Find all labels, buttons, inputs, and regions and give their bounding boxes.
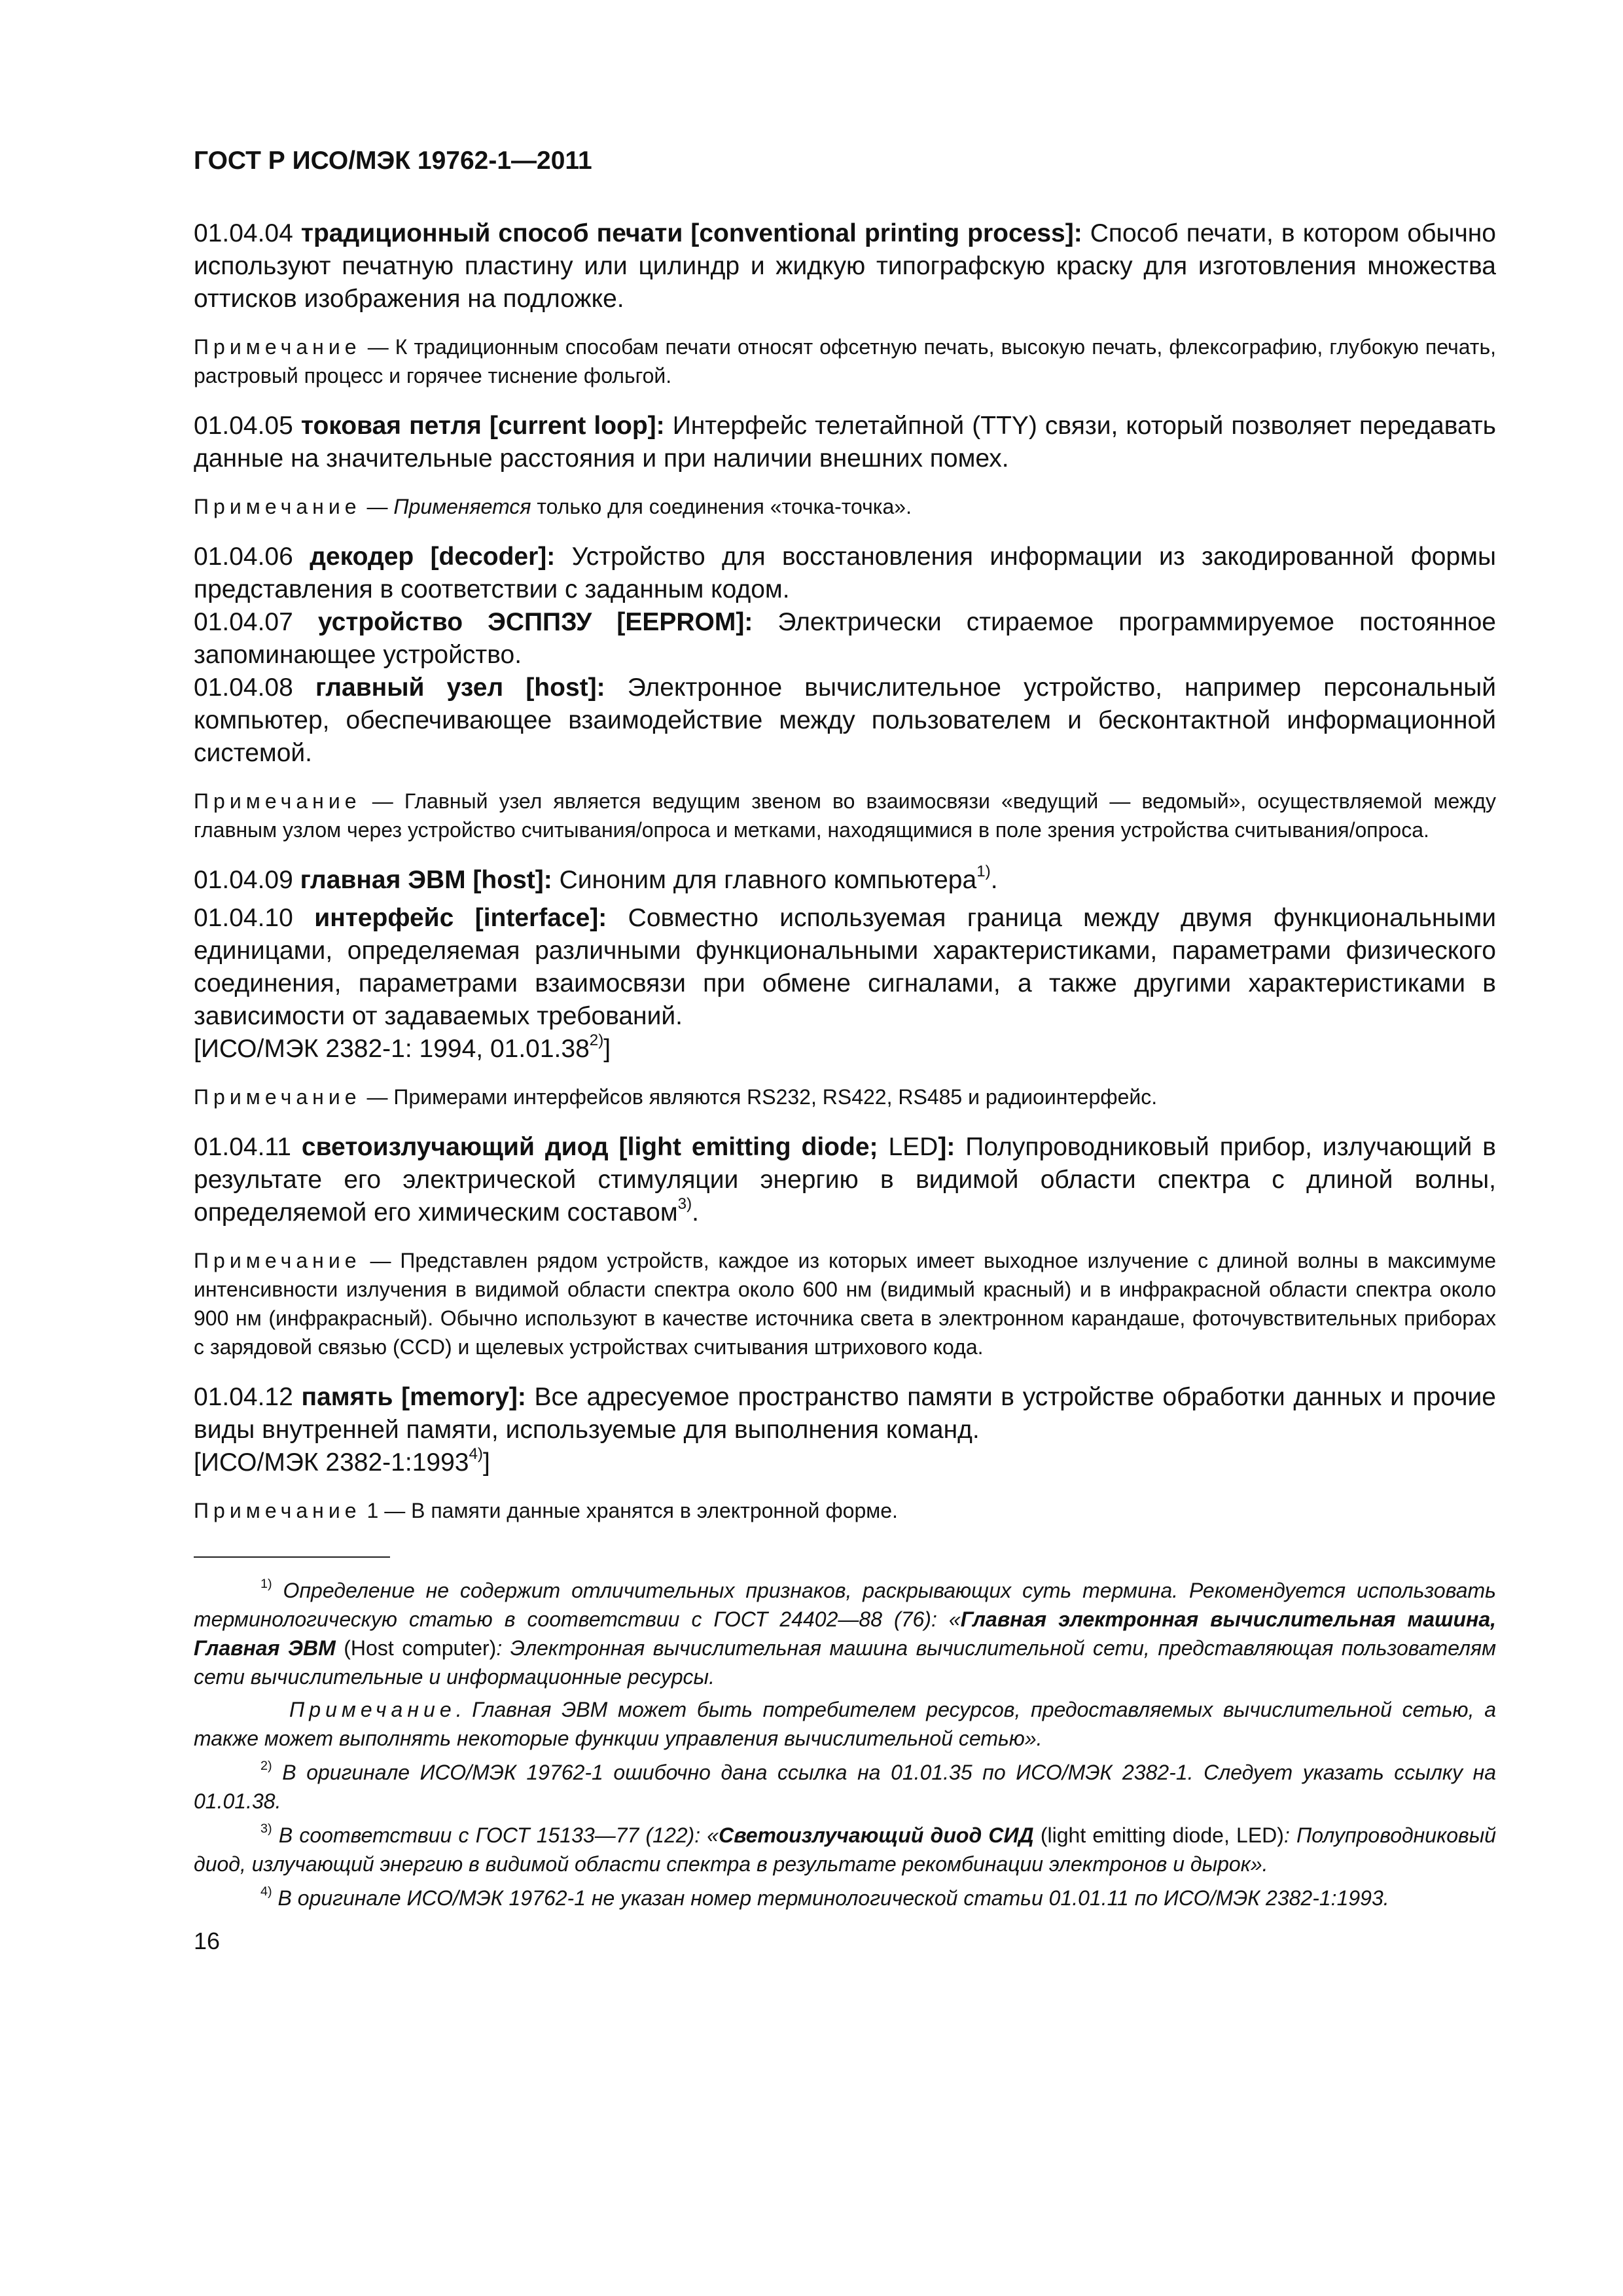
reference-tail: ] [482, 1448, 490, 1477]
reference-text: [ИСО/МЭК 2382-1:1993 [194, 1448, 469, 1477]
entry-term: главный узел [host]: [315, 673, 605, 702]
page-number: 16 [194, 1928, 221, 1954]
note-text: 1 — В памяти данные хранятся в электронной форме. [366, 1499, 898, 1522]
entry-note [194, 1083, 1496, 1111]
footnote-text: Определение не содержит отличительных признаков, раскрывающих суть термина. Рекомендуется использовать терминологическую статью в соответствии с ГОСТ 24402—88 (76): « [194, 1579, 1496, 1631]
entry-01-04-07 [194, 606, 1496, 672]
entry-definition: Способ печати, в котором обычно используют печатную пластину или цилиндр и жидкую типографскую краску для изготовления множества оттисков изображения на подложке. [194, 219, 1497, 313]
footnote-english-term: (Host computer) [335, 1636, 497, 1660]
footnote-english-term: (light emitting diode, LED) [1033, 1823, 1284, 1847]
footnote-ref[interactable]: 3) [677, 1194, 692, 1213]
note-label: Примечание [194, 335, 361, 359]
note-text: только для соединения «точка-точка». [531, 495, 912, 518]
note-label: Примечание [194, 495, 361, 518]
footnote-text-cont: : Полупроводниковый диод, излучающий энергию в видимой области спектра в результате рекомбинации электронов и дырок». [194, 1823, 1497, 1876]
footnote-mark: 4) [260, 1884, 272, 1899]
footnote-ref[interactable]: 2) [589, 1031, 604, 1049]
entry-number: 01.04.05 [194, 412, 293, 440]
footnote-text: В оригинале ИСО/МЭК 19762-1 ошибочно дана ссылка на 01.01.35 по ИСО/МЭК 2382-1. Следует указать ссылку на 01.01.38. [194, 1761, 1497, 1813]
entry-reference [194, 1033, 1496, 1066]
note-label: Примечание [194, 1085, 361, 1109]
entry-tail: . [990, 866, 998, 894]
footnote-bold-term: Главная электронная вычислительная машина, Главная ЭВМ [194, 1607, 1496, 1660]
entry-number: 01.04.08 [194, 673, 293, 702]
entry-01-04-04 [194, 217, 1496, 315]
note-text: — К традиционным способам печати относят офсетную печать, высокую печать, флексографию, глубокую печать, растровый процесс и горячее тиснение фольгой. [194, 335, 1497, 387]
note-label: Примечание [194, 1499, 361, 1522]
entry-tail: . [692, 1198, 700, 1227]
entry-01-04-05 [194, 410, 1496, 475]
entry-number: 01.04.06 [194, 543, 293, 571]
entry-number: 01.04.04 [194, 219, 293, 247]
footnote-1 [194, 1576, 1496, 1691]
note-text: — Примерами интерфейсов являются RS232, RS422, RS485 и радиоинтерфейс. [366, 1085, 1158, 1109]
entry-number: 01.04.11 [194, 1133, 291, 1161]
entry-term: декодер [decoder]: [310, 543, 556, 571]
footnote-1-note [194, 1695, 1496, 1753]
footnote-3 [194, 1821, 1496, 1878]
document-header: ГОСТ Р ИСО/МЭК 19762-1—2011 [194, 147, 592, 175]
footnote-mark: 1) [260, 1577, 272, 1592]
entry-term: традиционный способ печати [conventional printing process]: [300, 219, 1082, 247]
entry-definition: Совместно используемая граница между двумя функциональными единицами, определяемая различными функциональными характеристиками, параметрами физического соединения, параметрами взаимосвязи при обмене сигналами, а также другими характеристиками в зависимости от задаваемых требований. [194, 904, 1497, 1030]
entry-term: интерфейс [interface]: [314, 904, 607, 932]
footnote-bold-term: Светоизлучающий диод СИД [719, 1823, 1034, 1847]
note-text: — Главный узел является ведущим звеном во взаимосвязи «ведущий — ведомый», осуществляемой между главным узлом через устройство считывания/опроса и метками, находящимися в поле зрения устройства считывания/опроса. [194, 789, 1497, 842]
entry-01-04-11 [194, 1131, 1496, 1229]
entry-definition: Все адресуемое пространство памяти в устройстве обработки данных и прочие виды внутренней памяти, используемые для выполнения команд. [194, 1383, 1496, 1444]
entry-01-04-09 [194, 864, 1496, 897]
entry-definition: Электрически стираемое программируемое постоянное запоминающее устройство. [194, 608, 1496, 669]
entry-note [194, 492, 1496, 521]
footnote-text: В соответствии с ГОСТ 15133—77 (122): « [278, 1823, 719, 1847]
entry-definition: Полупроводниковый прибор, излучающий в результате его электрической стимуляции энергию в видимой области спектра с длиной волны, определяемой его химическим составом [194, 1133, 1496, 1227]
entry-term: память [memory]: [301, 1383, 526, 1411]
footnote-text-cont: : Электронная вычислительная машина вычислительной сети, представляющая пользователям сети вычислительные и информационные ресурсы. [194, 1636, 1497, 1689]
note-dash: — [361, 495, 394, 518]
entry-number: 01.04.12 [194, 1383, 293, 1411]
entry-term: светоизлучающий диод [light emitting diode; [301, 1133, 878, 1161]
reference-text: [ИСО/МЭК 2382-1: 1994, 01.01.38 [194, 1035, 590, 1063]
footnote-mark: 3) [260, 1821, 272, 1837]
reference-tail: ] [603, 1035, 611, 1063]
footnote-separator [194, 1556, 390, 1558]
entry-01-04-10 [194, 902, 1496, 1033]
entry-01-04-12 [194, 1381, 1496, 1446]
footnote-mark: 2) [260, 1759, 272, 1774]
footnote-ref[interactable]: 4) [469, 1444, 483, 1463]
entry-note [194, 1246, 1496, 1361]
note-text: — Представлен рядом устройств, каждое из которых имеет выходное излучение с длиной волны в максимуме интенсивности излучения в видимой области спектра около 600 нм (видимый красный) и в инфракрасной области спектра около 900 нм (инфракрасный). Обычно используют в качестве источника света в электронном карандаше, фоточувствительных приборах с зарядовой связью (CCD) и щелевых устройствах считывания штрихового кода. [194, 1249, 1497, 1359]
footnote-ref[interactable]: 1) [976, 862, 991, 880]
entry-note [194, 332, 1496, 390]
document-page [194, 145, 1496, 1956]
entry-definition: Электронное вычислительное устройство, например персональный компьютер, обеспечивающее взаимодействие между пользователем и бесконтактной информационной системой. [194, 673, 1496, 767]
entry-term: устройство ЭСППЗУ [EEPROM]: [317, 608, 753, 636]
entry-term-abbr: LED [888, 1133, 938, 1161]
entry-number: 01.04.07 [194, 608, 293, 636]
entry-term: главная ЭВМ [host]: [300, 866, 552, 894]
entry-definition: Синоним для главного компьютера [559, 866, 977, 894]
note-label: Примечание [194, 1249, 361, 1272]
entry-01-04-06 [194, 541, 1496, 606]
footnote-2 [194, 1758, 1496, 1816]
entry-definition: Устройство для восстановления информации из закодированной формы представления в соответствии с заданным кодом. [194, 543, 1497, 603]
entry-definition: Интерфейс телетайпной (TTY) связи, который позволяет передавать данные на значительные расстояния и при наличии внешних помех. [194, 412, 1497, 473]
note-text: . Главная ЭВМ может быть потребителем ресурсов, предоставляемых вычислительной сетью, а также может выполнять некоторые функции управления вычислительной сетью». [194, 1698, 1496, 1750]
entry-reference [194, 1446, 1496, 1479]
note-italic-text: Применяется [393, 495, 531, 518]
entry-note [194, 787, 1496, 844]
note-label: Примечание [194, 789, 361, 813]
footnote-4 [194, 1884, 1496, 1912]
footnote-text: В оригинале ИСО/МЭК 19762-1 не указан номер терминологической статьи 01.01.11 по ИСО/МЭК 2382-1:1993. [277, 1886, 1389, 1910]
entry-term: токовая петля [current loop]: [300, 412, 665, 440]
entry-number: 01.04.10 [194, 904, 293, 932]
entry-note [194, 1496, 1496, 1525]
entry-number: 01.04.09 [194, 866, 293, 894]
note-label: Примечание [289, 1698, 456, 1721]
entry-term-close: ]: [938, 1133, 955, 1161]
entry-01-04-08 [194, 672, 1496, 770]
